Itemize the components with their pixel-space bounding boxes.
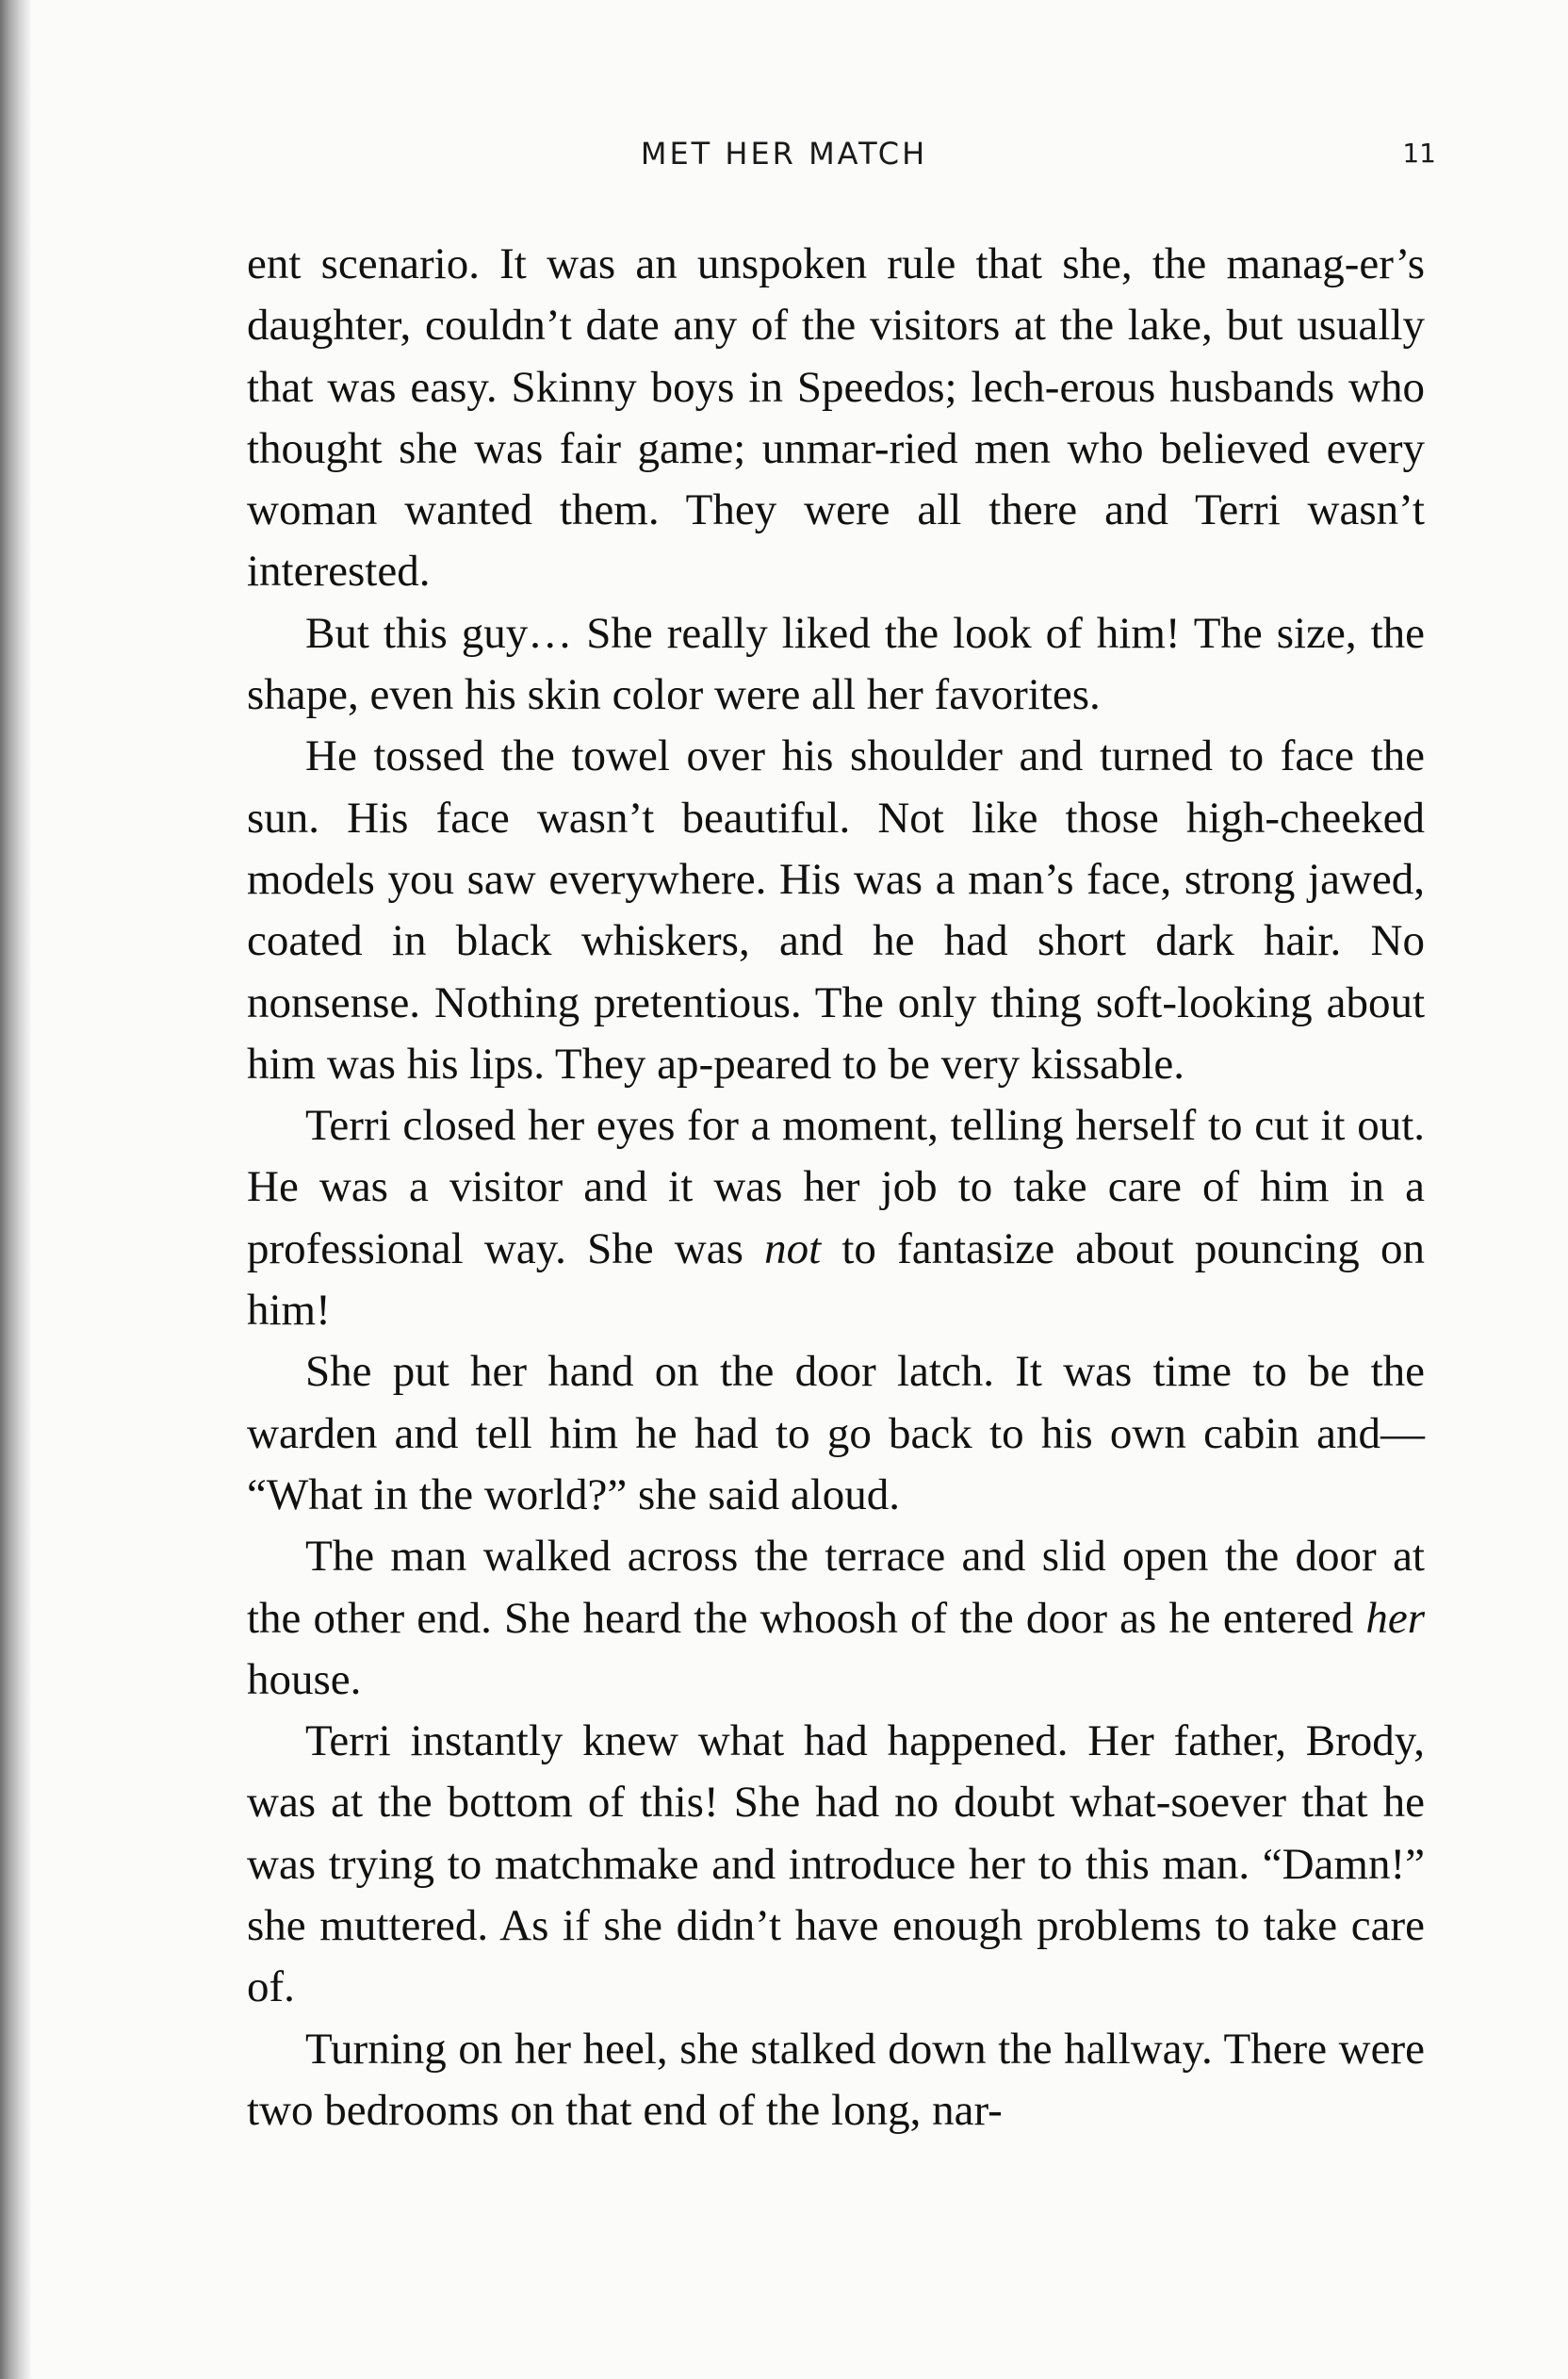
paragraph-text: house. [247, 1654, 362, 1704]
paragraph-text: But this guy… She really liked the look of him! The size, the shape, even his skin color were all her favorites. [247, 608, 1425, 720]
paragraph [247, 1526, 1425, 1711]
paragraph [247, 1095, 1425, 1341]
page-number: 11 [1402, 138, 1436, 169]
running-head [0, 130, 1568, 177]
paragraph-text: Terri instantly knew what had happened. Her father, Brody, was at the bottom of this! She had no doubt what-soever that he was trying to matchmake and introduce her to this man. “Damn!” she muttered. As if she didn’t have enough problems to take care of. [247, 1716, 1425, 2012]
paragraph [247, 234, 1425, 603]
paragraph [247, 1711, 1425, 2018]
paragraph [247, 726, 1425, 1095]
paragraph-text: The man walked across the terrace and slid open the door at the other end. She heard the whoosh of the door as he entered [247, 1532, 1425, 1643]
paragraph [247, 603, 1425, 727]
italic-text: not [764, 1223, 822, 1273]
paragraph-text: He tossed the towel over his shoulder and turned to face the sun. His face wasn’t beautiful. Not like those high-cheeked models you saw everywhere. His was a man’s face, strong jawed, coated in black whiskers, and he had short dark hair. No nonsense. Nothing pretentious. The only thing soft-looking about him was his lips. They ap-peared to be very kissable. [247, 731, 1425, 1089]
paragraph [247, 2019, 1425, 2142]
scan-shadow-edge [0, 0, 32, 2379]
paragraph-text: Turning on her heel, she stalked down the hallway. There were two bedrooms on that end of the long, nar- [247, 2024, 1425, 2135]
italic-text: her [1365, 1593, 1425, 1643]
running-title: MET HER MATCH [640, 136, 928, 172]
paragraph-text: Terri closed her eyes for a moment, telling herself to cut it out. He was a visitor and it was her job to take care of him in a professional way. She was [247, 1101, 1425, 1273]
paragraph-text: ent scenario. It was an unspoken rule that she, the manag-er’s daughter, couldn’t date any of the visitors at the lake, but usually that was easy. Skinny boys in Speedos; lech-erous husbands who thought she was fair game; unmar-ried men who believed every woman wanted them. They were all there and Terri wasn’t interested. [247, 239, 1425, 597]
paragraph-text: to fantasize about pouncing on him! [247, 1223, 1425, 1336]
body-text [247, 234, 1425, 2141]
paragraph-text: She put her hand on the door latch. It was time to be the warden and tell him he had to go back to his own cabin and— “What in the world?” she said aloud. [247, 1347, 1425, 1519]
paragraph [247, 1341, 1425, 1526]
